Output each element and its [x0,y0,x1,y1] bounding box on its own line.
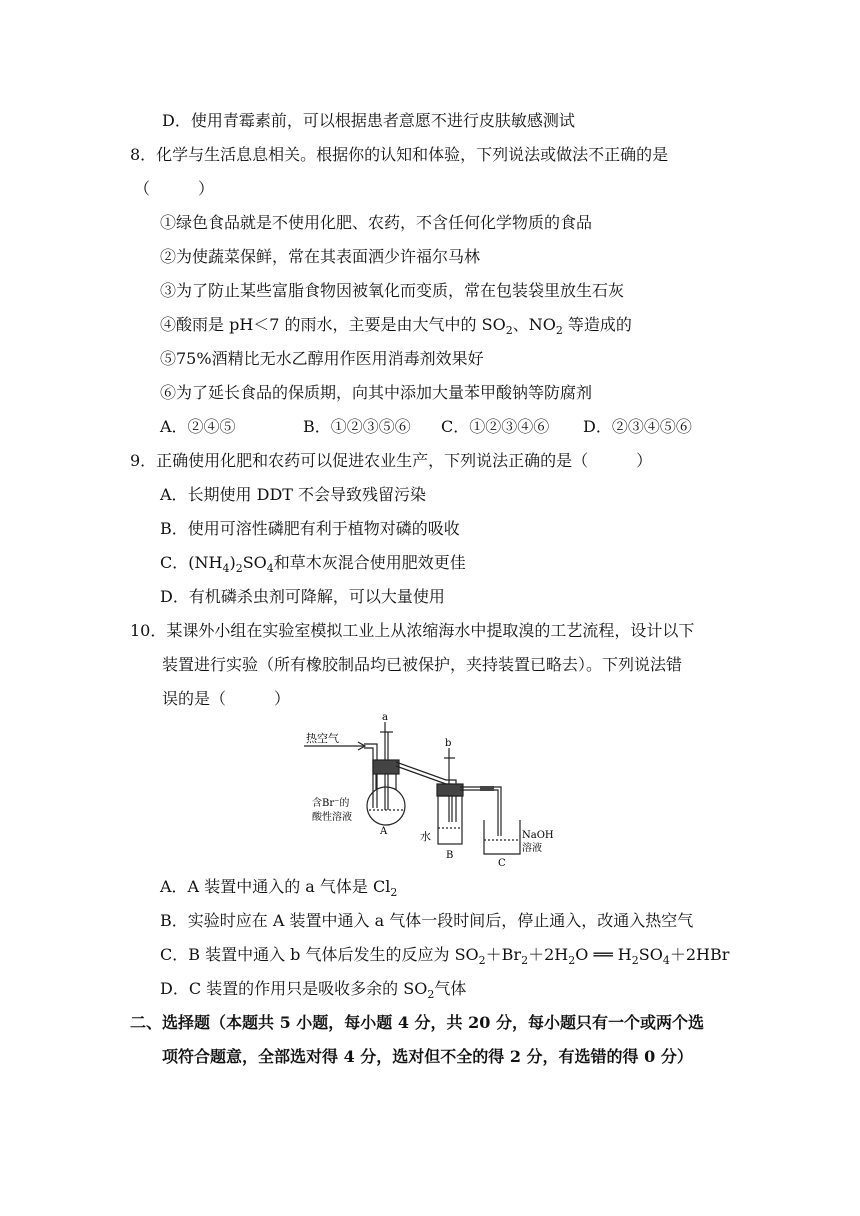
q8-choice-b: B．①②③⑤⑥ [303,417,411,436]
q8-item-4 [160,314,632,342]
q10-option-a [160,876,397,904]
flask-a-stopper [373,760,399,774]
q10-option-c-text-e: SO [638,945,663,964]
subscript: 4 [222,562,230,576]
apparatus-figure [300,710,570,870]
q9-option-c-text-a: C．(NH [160,553,223,572]
subscript: 4 [266,562,274,576]
q9-option-c-text-b: ) [229,553,236,572]
bottle-b-stopper [437,784,463,796]
label-naoh-2: 溶液 [522,843,542,854]
subscript: 4 [662,954,670,968]
section-2-heading-line-2: 项符合题意，全部选对得 4 分，选对但不全的得 2 分，有选错的得 0 分） [162,1047,693,1066]
q10-option-c-text-a: C．B 装置中通入 b 气体后发生的反应为 SO [160,945,479,964]
q8-answer-paren: （ ） [134,179,215,198]
label-water: 水 [420,830,431,843]
label-C: C [498,858,506,869]
q10-option-d-text-a: D．C 装置的作用只是吸收多余的 SO [160,979,428,998]
subscript: 2 [478,954,486,968]
q8-item-4-text-a: ④酸雨是 pH＜7 的雨水，主要是由大气中的 SO [160,315,506,334]
q8-item-1: ①绿色食品就是不使用化肥、农药，不含任何化学物质的食品 [160,213,593,232]
subscript: 2 [390,886,398,900]
subscript: 2 [427,988,435,1002]
label-hot-air: 热空气 [306,732,339,745]
q8-item-3: ③为了防止某些富脂食物因被氧化而变质，常在包装袋里放生石灰 [160,281,625,300]
subscript: 2 [631,954,639,968]
beaker-c [484,820,520,854]
q8-stem: 8．化学与生活息息相关。根据你的认知和体验，下列说法或做法不正确的是 [130,145,669,164]
label-naoh-1: NaOH [522,830,554,841]
q8-item-4-text-b: 、NO [512,315,556,334]
q7-option-d: D．使用青霉素前，可以根据患者意愿不进行皮肤敏感测试 [162,111,575,130]
section-2-heading-line-1: 二、选择题（本题共 5 小题，每小题 4 分，共 20 分，每小题只有一个或两个选 [130,1013,704,1032]
subscript: 2 [235,562,243,576]
label-A: A [380,826,388,837]
bottle-b-body [438,796,462,844]
q10-option-c-text-b: ＋Br [485,945,522,964]
q10-option-b: B．实验时应在 A 装置中通入 a 气体一段时间后，停止通入，改通入热空气 [160,911,694,930]
q10-option-c-text-d: O ══ H [575,945,632,964]
q10-stem-line-1: 10．某课外小组在实验室模拟工业上从浓缩海水中提取溴的工艺流程，设计以下 [130,621,695,640]
q10-option-c-text-f: ＋2HBr [669,945,730,964]
q10-option-d-text-b: 气体 [434,979,467,998]
label-flask-solution-2: 酸性溶液 [312,812,352,823]
label-flask-solution-1: 含Br⁻的 [312,798,350,809]
q9-option-d: D．有机磷杀虫剂可降解，可以大量使用 [160,587,445,606]
q10-option-c [160,944,729,972]
q10-stem-line-3: 误的是（ ） [162,689,291,708]
subscript: 2 [555,324,563,338]
subscript: 2 [505,324,513,338]
q8-choice-c: C．①②③④⑥ [441,417,550,436]
q8-item-5: ⑤75%酒精比无水乙醇用作医用消毒剂效果好 [160,349,484,368]
label-B: B [446,850,454,861]
q9-option-c-text-c: SO [242,553,267,572]
q10-option-a-text: A．A 装置中通入的 a 气体是 Cl [160,877,391,896]
label-b: b [445,738,452,749]
subscript: 2 [521,954,529,968]
q9-option-a: A．长期使用 DDT 不会导致残留污染 [160,485,427,504]
q9-option-c-text-d: 和草木灰混合使用肥效更佳 [273,553,466,572]
q9-option-c [160,552,466,580]
q9-option-b: B．使用可溶性磷肥有利于植物对磷的吸收 [160,519,460,538]
q8-item-4-text-c: 等造成的 [562,315,632,334]
q9-stem: 9．正确使用化肥和农药可以促进农业生产，下列说法正确的是（ ） [130,451,653,470]
q10-option-d [160,978,466,1006]
subscript: 2 [568,954,576,968]
tube-b-to-c [460,787,501,836]
rubber-joint [480,786,494,791]
q10-option-c-text-c: ＋2H [528,945,569,964]
q10-stem-line-2: 装置进行实验（所有橡胶制品均已被保护，夹持装置已略去）。下列说法错 [162,655,683,674]
q8-item-2: ②为使蔬菜保鲜，常在其表面洒少许福尔马林 [160,247,481,266]
q8-item-6: ⑥为了延长食品的保质期，向其中添加大量苯甲酸钠等防腐剂 [160,383,593,402]
q8-choices [160,416,692,438]
inlet-tube [364,744,377,808]
q8-choice-a: A．②④⑤ [160,417,236,436]
label-a: a [382,712,388,723]
q8-choice-d: D．②③④⑤⑥ [583,417,692,436]
